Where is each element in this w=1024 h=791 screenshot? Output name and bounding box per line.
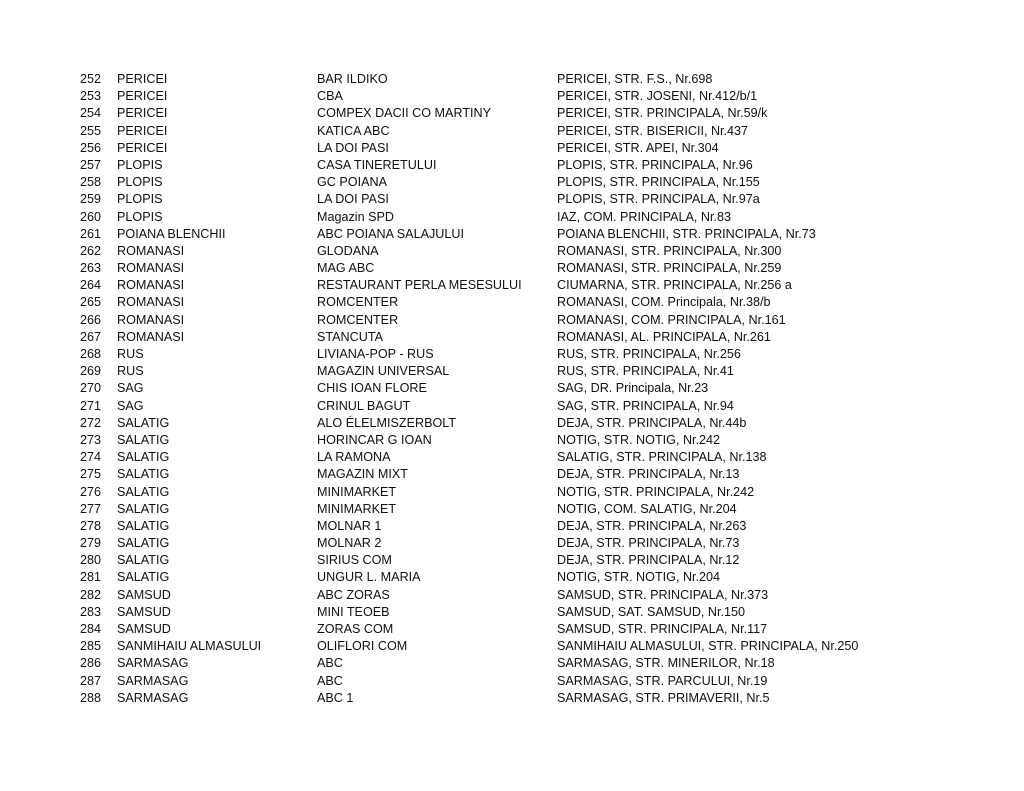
store-name-cell: CRINUL BAGUT <box>317 398 411 413</box>
store-name-cell: ABC 1 <box>317 690 354 705</box>
row-number: 264 <box>80 278 102 293</box>
store-name-cell: BAR ILDIKO <box>317 72 388 86</box>
locality-cell: SALATIG <box>117 501 170 516</box>
table-row <box>80 243 980 260</box>
store-name-cell: ZORAS COM <box>317 622 394 636</box>
locality-cell: SARMASAG <box>117 690 189 705</box>
store-name-cell: ROMCENTER <box>317 312 399 327</box>
table-row <box>80 690 980 707</box>
locality-cell: SALATIG <box>117 570 170 585</box>
row-number: 287 <box>80 673 102 688</box>
locality-cell: PLOPIS <box>117 209 163 224</box>
store-name-cell: KATICA ABC <box>317 123 390 138</box>
row-number: 271 <box>80 398 102 413</box>
row-number: 262 <box>80 243 102 258</box>
row-number: 274 <box>80 450 102 465</box>
table-row <box>80 105 980 122</box>
store-name-cell: CBA <box>317 89 343 104</box>
row-number: 285 <box>80 639 102 654</box>
table-row <box>80 363 980 380</box>
row-number: 263 <box>80 261 102 276</box>
locality-cell: PLOPIS <box>117 157 163 172</box>
locality-cell: RUS <box>117 364 144 379</box>
table-row <box>80 294 980 311</box>
locality-cell: SAG <box>117 381 144 396</box>
row-number: 279 <box>80 536 102 551</box>
table-row <box>80 535 980 552</box>
store-name-cell: CHIS IOAN FLORE <box>317 381 427 396</box>
address-cell: NOTIG, STR. NOTIG, Nr.204 <box>557 570 721 585</box>
locality-cell: PERICEI <box>117 123 168 138</box>
locality-cell: PERICEI <box>117 106 168 121</box>
address-cell: SAMSUD, SAT. SAMSUD, Nr.150 <box>557 604 746 619</box>
address-cell: SARMASAG, STR. PRIMAVERII, Nr.5 <box>557 690 770 705</box>
store-name-cell: MAGAZIN UNIVERSAL <box>317 364 450 379</box>
store-name-cell: GLODANA <box>317 243 379 258</box>
address-cell: PERICEI, STR. BISERICII, Nr.437 <box>557 123 749 138</box>
row-number: 267 <box>80 329 102 344</box>
row-number: 265 <box>80 295 102 310</box>
locality-cell: SALATIG <box>117 518 170 533</box>
address-cell: NOTIG, COM. SALATIG, Nr.204 <box>557 501 737 516</box>
table-row <box>80 655 980 672</box>
store-name-cell: MINI TEOEB <box>317 604 390 619</box>
locality-cell: SARMASAG <box>117 656 189 671</box>
locality-cell: SALATIG <box>117 553 170 568</box>
address-cell: PLOPIS, STR. PRINCIPALA, Nr.155 <box>557 175 760 190</box>
store-name-cell: ALO ÉLELMISZERBOLT <box>317 415 457 430</box>
row-number: 275 <box>80 467 102 482</box>
row-number: 256 <box>80 140 102 155</box>
locality-cell: ROMANASI <box>117 278 185 293</box>
table-row <box>80 157 980 174</box>
table-row <box>80 174 980 191</box>
row-number: 288 <box>80 690 102 705</box>
table-row <box>80 312 980 329</box>
locality-cell: PERICEI <box>117 72 168 86</box>
store-name-cell: SIRIUS COM <box>317 553 392 568</box>
row-number: 268 <box>80 347 102 361</box>
row-number: 281 <box>80 570 102 585</box>
table-row <box>80 415 980 432</box>
store-name-cell: LA RAMONA <box>317 450 391 465</box>
locality-cell: ROMANASI <box>117 261 185 276</box>
table-row <box>80 140 980 157</box>
row-number: 272 <box>80 415 102 430</box>
row-number: 254 <box>80 106 102 121</box>
table-row <box>80 398 980 415</box>
address-cell: SANMIHAIU ALMASULUI, STR. PRINCIPALA, Nr.250 <box>557 639 859 654</box>
address-cell: PERICEI, STR. PRINCIPALA, Nr.59/k <box>557 106 768 121</box>
address-cell: PLOPIS, STR. PRINCIPALA, Nr.96 <box>557 157 753 172</box>
store-name-cell: Magazin SPD <box>317 209 394 224</box>
table-row <box>80 673 980 690</box>
locality-cell: PERICEI <box>117 140 168 155</box>
table-row <box>80 621 980 638</box>
row-number: 283 <box>80 604 102 619</box>
table-row <box>80 346 980 363</box>
locality-cell: SANMIHAIU ALMASULUI <box>117 639 262 654</box>
table-row <box>80 449 980 466</box>
store-name-cell: MOLNAR 1 <box>317 518 382 533</box>
address-cell: RUS, STR. PRINCIPALA, Nr.41 <box>557 364 734 379</box>
locality-cell: PERICEI <box>117 89 168 104</box>
locality-cell: SALATIG <box>117 536 170 551</box>
address-cell: ROMANASI, STR. PRINCIPALA, Nr.259 <box>557 261 782 276</box>
store-name-cell: CASA TINERETULUI <box>317 157 437 172</box>
locality-cell: SAMSUD <box>117 604 171 619</box>
address-cell: DEJA, STR. PRINCIPALA, Nr.13 <box>557 467 740 482</box>
table-row <box>80 71 980 88</box>
address-cell: ROMANASI, AL. PRINCIPALA, Nr.261 <box>557 329 771 344</box>
locality-cell: SALATIG <box>117 467 170 482</box>
table-row <box>80 587 980 604</box>
table-row <box>80 552 980 569</box>
locality-cell: SALATIG <box>117 450 170 465</box>
locality-cell: SALATIG <box>117 432 170 447</box>
address-cell: PLOPIS, STR. PRINCIPALA, Nr.97a <box>557 192 760 207</box>
address-cell: PERICEI, STR. F.S., Nr.698 <box>557 72 713 86</box>
row-number: 252 <box>80 72 102 86</box>
table-row <box>80 380 980 397</box>
locality-cell: ROMANASI <box>117 243 185 258</box>
address-cell: PERICEI, STR. JOSENI, Nr.412/b/1 <box>557 89 758 104</box>
address-cell: SARMASAG, STR. PARCULUI, Nr.19 <box>557 673 768 688</box>
locality-cell: SALATIG <box>117 484 170 499</box>
store-name-cell: STANCUTA <box>317 329 383 344</box>
locality-cell: PLOPIS <box>117 175 163 190</box>
store-name-cell: ABC POIANA SALAJULUI <box>317 226 464 241</box>
table-row <box>80 329 980 346</box>
table-row <box>80 604 980 621</box>
address-cell: SARMASAG, STR. MINERILOR, Nr.18 <box>557 656 775 671</box>
address-cell: DEJA, STR. PRINCIPALA, Nr.263 <box>557 518 747 533</box>
locality-cell: ROMANASI <box>117 329 185 344</box>
address-cell: ROMANASI, COM. PRINCIPALA, Nr.161 <box>557 312 786 327</box>
store-name-cell: MAGAZIN MIXT <box>317 467 408 482</box>
locality-cell: SALATIG <box>117 415 170 430</box>
store-name-cell: UNGUR L. MARIA <box>317 570 421 585</box>
row-number: 282 <box>80 587 102 602</box>
locality-cell: SAMSUD <box>117 587 171 602</box>
table-row <box>80 569 980 586</box>
address-cell: SALATIG, STR. PRINCIPALA, Nr.138 <box>557 450 767 465</box>
table-row <box>80 88 980 105</box>
address-cell: ROMANASI, STR. PRINCIPALA, Nr.300 <box>557 243 782 258</box>
table-row <box>80 484 980 501</box>
address-cell: SAG, STR. PRINCIPALA, Nr.94 <box>557 398 734 413</box>
store-name-cell: ABC <box>317 673 343 688</box>
store-name-cell: COMPEX DACII CO MARTINY <box>317 106 492 121</box>
store-name-cell: ABC <box>317 656 343 671</box>
row-number: 284 <box>80 622 102 636</box>
table-row <box>80 466 980 483</box>
row-number: 277 <box>80 501 102 516</box>
row-number: 260 <box>80 209 102 224</box>
row-number: 266 <box>80 312 102 327</box>
table-row <box>80 501 980 518</box>
row-number: 259 <box>80 192 102 207</box>
locality-cell: SAMSUD <box>117 622 171 636</box>
store-name-cell: LA DOI PASI <box>317 192 389 207</box>
table-row <box>80 260 980 277</box>
row-number: 257 <box>80 157 102 172</box>
row-number: 261 <box>80 226 102 241</box>
row-number: 286 <box>80 656 102 671</box>
address-cell: NOTIG, STR. NOTIG, Nr.242 <box>557 432 721 447</box>
address-cell: DEJA, STR. PRINCIPALA, Nr.44b <box>557 415 747 430</box>
address-cell: POIANA BLENCHII, STR. PRINCIPALA, Nr.73 <box>557 226 816 241</box>
locality-cell: SAG <box>117 398 144 413</box>
store-name-cell: MAG ABC <box>317 261 375 276</box>
store-name-cell: MINIMARKET <box>317 484 397 499</box>
store-name-cell: RESTAURANT PERLA MESESULUI <box>317 278 522 293</box>
table-row <box>80 123 980 140</box>
store-name-cell: MOLNAR 2 <box>317 536 382 551</box>
table-row <box>80 638 980 655</box>
address-cell: PERICEI, STR. APEI, Nr.304 <box>557 140 719 155</box>
store-name-cell: GC POIANA <box>317 175 387 190</box>
table-row <box>80 518 980 535</box>
table-row <box>80 226 980 243</box>
store-name-cell: ABC ZORAS <box>317 587 390 602</box>
row-number: 255 <box>80 123 102 138</box>
store-name-cell: MINIMARKET <box>317 501 397 516</box>
address-cell: ROMANASI, COM. Principala, Nr.38/b <box>557 295 771 310</box>
address-cell: SAG, DR. Principala, Nr.23 <box>557 381 709 396</box>
address-cell: NOTIG, STR. PRINCIPALA, Nr.242 <box>557 484 755 499</box>
locality-cell: POIANA BLENCHII <box>117 226 226 241</box>
store-name-cell: HORINCAR G IOAN <box>317 432 432 447</box>
row-number: 280 <box>80 553 102 568</box>
locality-cell: ROMANASI <box>117 312 185 327</box>
address-cell: IAZ, COM. PRINCIPALA, Nr.83 <box>557 209 732 224</box>
table-row <box>80 432 980 449</box>
locality-cell: PLOPIS <box>117 192 163 207</box>
store-name-cell: ROMCENTER <box>317 295 399 310</box>
row-number: 273 <box>80 432 102 447</box>
row-number: 276 <box>80 484 102 499</box>
store-name-cell: OLIFLORI COM <box>317 639 408 654</box>
address-cell: SAMSUD, STR. PRINCIPALA, Nr.117 <box>557 622 768 636</box>
store-name-cell: LIVIANA-POP - RUS <box>317 347 434 361</box>
address-cell: SAMSUD, STR. PRINCIPALA, Nr.373 <box>557 587 769 602</box>
row-number: 253 <box>80 89 102 104</box>
locality-cell: ROMANASI <box>117 295 185 310</box>
table-row <box>80 209 980 226</box>
address-cell: DEJA, STR. PRINCIPALA, Nr.12 <box>557 553 740 568</box>
table-row <box>80 277 980 294</box>
address-cell: CIUMARNA, STR. PRINCIPALA, Nr.256 a <box>557 278 792 293</box>
row-number: 258 <box>80 175 102 190</box>
locality-cell: RUS <box>117 347 144 361</box>
table-row <box>80 191 980 208</box>
address-cell: DEJA, STR. PRINCIPALA, Nr.73 <box>557 536 740 551</box>
row-number: 278 <box>80 518 102 533</box>
store-name-cell: LA DOI PASI <box>317 140 389 155</box>
store-table <box>80 71 980 707</box>
row-number: 269 <box>80 364 102 379</box>
row-number: 270 <box>80 381 102 396</box>
address-cell: RUS, STR. PRINCIPALA, Nr.256 <box>557 347 741 361</box>
locality-cell: SARMASAG <box>117 673 189 688</box>
